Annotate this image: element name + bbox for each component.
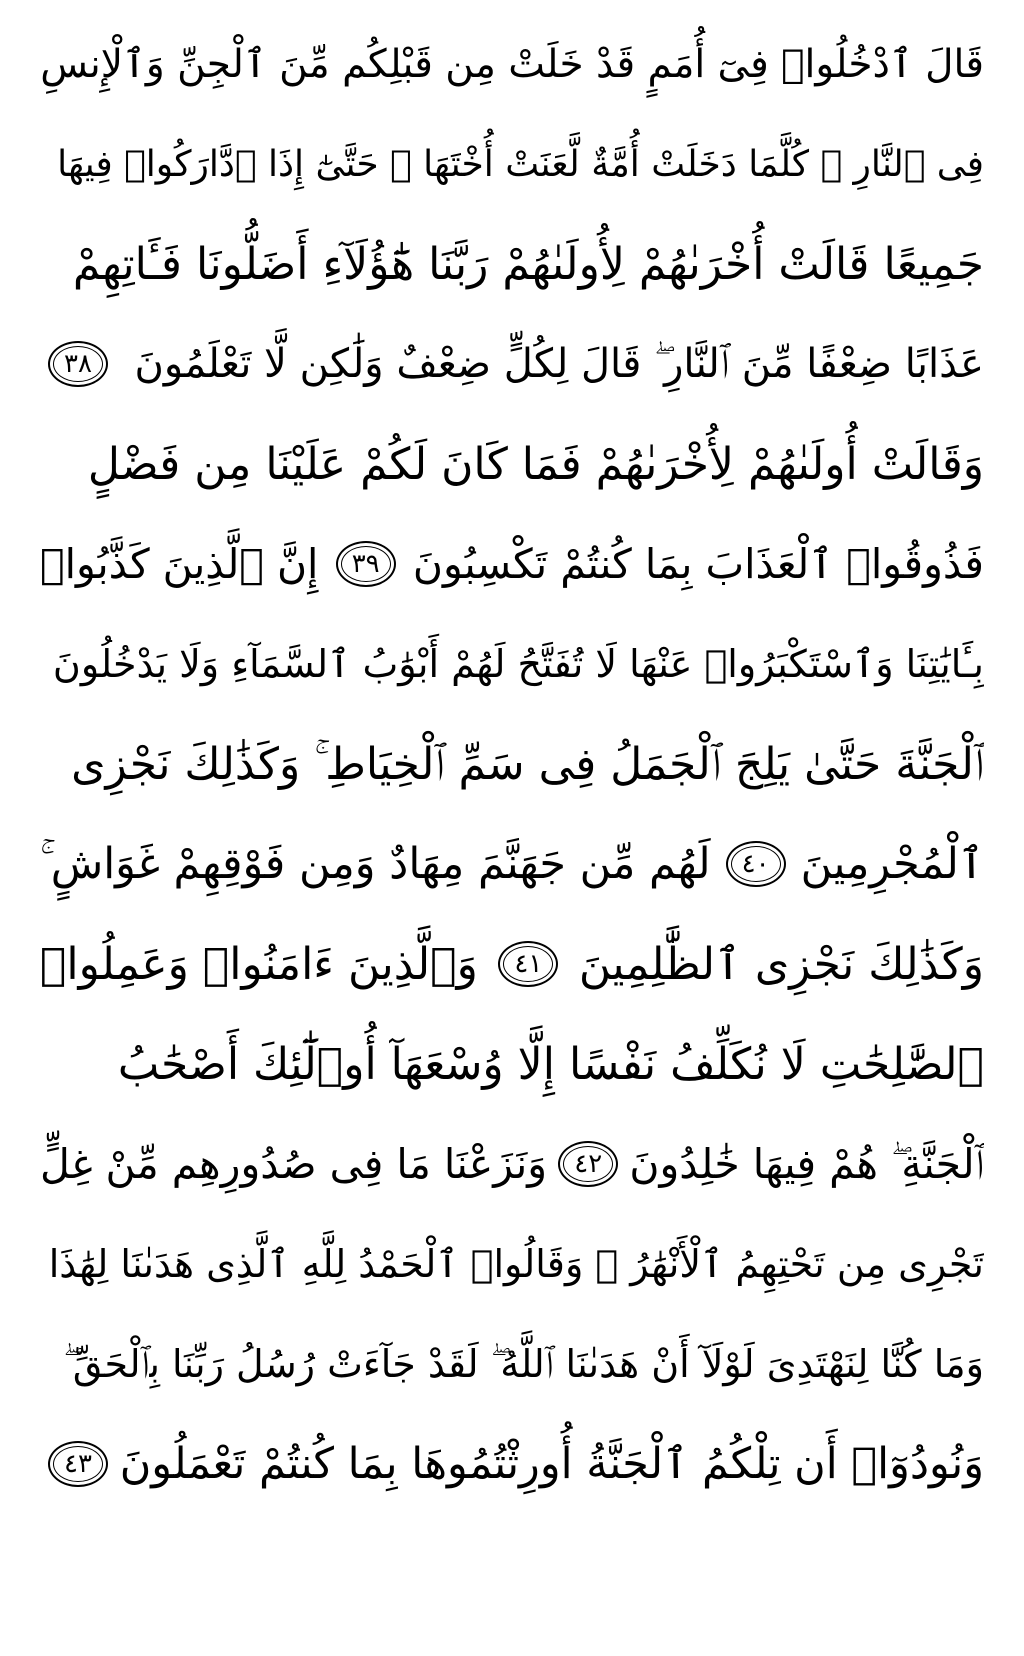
verse-text: إِنَّ ٱلَّذِينَ كَذَّبُوا۟ bbox=[40, 540, 319, 588]
verse-text: فَذُوقُوا۟ ٱلْعَذَابَ بِمَا كُنتُمْ تَكْسِبُونَ bbox=[412, 540, 984, 588]
verse-line bbox=[40, 514, 984, 614]
verse-line bbox=[40, 14, 984, 114]
verse-line bbox=[40, 914, 984, 1014]
ayah-number-marker: ٣٩ bbox=[336, 541, 396, 587]
verse-text: ٱلْجَنَّةَ حَتَّىٰ يَلِجَ ٱلْجَمَلُ فِى سَمِّ ٱلْخِيَاطِ ۚ وَكَذَٰلِكَ نَجْزِى bbox=[71, 738, 984, 790]
verse-text: وَنُودُوٓا۟ أَن تِلْكُمُ ٱلْجَنَّةُ أُورِثْتُمُوهَا بِمَا كُنتُمْ تَعْمَلُونَ bbox=[119, 1439, 984, 1489]
ayah-number-marker: ٤٠ bbox=[726, 841, 786, 887]
verse-line bbox=[40, 1214, 984, 1314]
verse-text: وَقَالَتْ أُولَىٰهُمْ لِأُخْرَىٰهُمْ فَمَا كَانَ لَكُمْ عَلَيْنَا مِن فَضْلٍ bbox=[87, 438, 984, 490]
verse-line bbox=[40, 114, 984, 214]
verse-line bbox=[40, 1014, 984, 1114]
verse-line bbox=[40, 1114, 984, 1214]
verse-text: وَنَزَعْنَا مَا فِى صُدُورِهِم مِّنْ غِلٍّ bbox=[40, 1140, 548, 1188]
verse-line bbox=[40, 214, 984, 314]
verse-line bbox=[40, 814, 984, 914]
verse-line bbox=[40, 314, 984, 414]
verse-text: ٱلْجَنَّةِ ۖ هُمْ فِيهَا خَٰلِدُونَ bbox=[629, 1139, 984, 1188]
verse-line bbox=[40, 1414, 984, 1514]
verse-text: وَمَا كُنَّا لِنَهْتَدِىَ لَوْلَآ أَنْ هَدَىٰنَا ٱللَّهُ ۖ لَقَدْ جَآءَتْ رُسُلُ رَبِّنَا بِٱلْحَقِّ ۖ bbox=[63, 1341, 984, 1386]
ayah-number-marker: ٤٢ bbox=[558, 1141, 618, 1187]
verse-text: عَذَابًا ضِعْفًا مِّنَ ٱلنَّارِ ۖ قَالَ لِكُلٍّ ضِعْفٌ وَلَٰكِن لَّا تَعْلَمُونَ bbox=[134, 341, 984, 387]
verse-text: فِى ٱلنَّارِ ۖ كُلَّمَا دَخَلَتْ أُمَّةٌ لَّعَنَتْ أُخْتَهَا ۖ حَتَّىٰٓ إِذَا ٱدَّارَكُوا۟ فِيهَا bbox=[57, 143, 984, 185]
ayah-number-marker: ٤٣ bbox=[48, 1441, 108, 1487]
verse-text: ٱلصَّٰلِحَٰتِ لَا نُكَلِّفُ نَفْسًا إِلَّا وُسْعَهَآ أُو۟لَٰٓئِكَ أَصْحَٰبُ bbox=[117, 1038, 984, 1090]
ayah-number-marker: ٤١ bbox=[498, 941, 558, 987]
verse-line bbox=[40, 714, 984, 814]
verse-text: وَكَذَٰلِكَ نَجْزِى ٱلظَّٰلِمِينَ bbox=[578, 938, 984, 990]
verse-text: قَالَ ٱدْخُلُوا۟ فِىٓ أُمَمٍ قَدْ خَلَتْ مِن قَبْلِكُم مِّنَ ٱلْجِنِّ وَٱلْإِنسِ bbox=[40, 41, 984, 87]
ayah-number-marker: ٣٨ bbox=[48, 341, 108, 387]
verse-text: بِـَٔايَٰتِنَا وَٱسْتَكْبَرُوا۟ عَنْهَا لَا تُفَتَّحُ لَهُمْ أَبْوَٰبُ ٱلسَّمَآءِ وَلَا يَدْخُلُونَ bbox=[52, 642, 984, 686]
verse-text: جَمِيعًا قَالَتْ أُخْرَىٰهُمْ لِأُولَىٰهُمْ رَبَّنَا هَٰٓؤُلَآءِ أَضَلُّونَا فَـَٔاتِهِمْ bbox=[72, 238, 984, 290]
verse-line bbox=[40, 614, 984, 714]
verse-text: وَٱلَّذِينَ ءَامَنُوا۟ وَعَمِلُوا۟ bbox=[40, 938, 478, 990]
verse-text: لَهُم مِّن جَهَنَّمَ مِهَادٌ وَمِن فَوْقِهِمْ غَوَاشٍ ۚ bbox=[40, 839, 711, 889]
verse-line bbox=[40, 414, 984, 514]
verse-line bbox=[40, 1314, 984, 1414]
verse-text: ٱلْمُجْرِمِينَ bbox=[800, 839, 984, 889]
verse-text: تَجْرِى مِن تَحْتِهِمُ ٱلْأَنْهَٰرُ ۖ وَقَالُوا۟ ٱلْحَمْدُ لِلَّهِ ٱلَّذِى هَدَىٰنَا لِهَٰذَا bbox=[48, 1242, 984, 1286]
